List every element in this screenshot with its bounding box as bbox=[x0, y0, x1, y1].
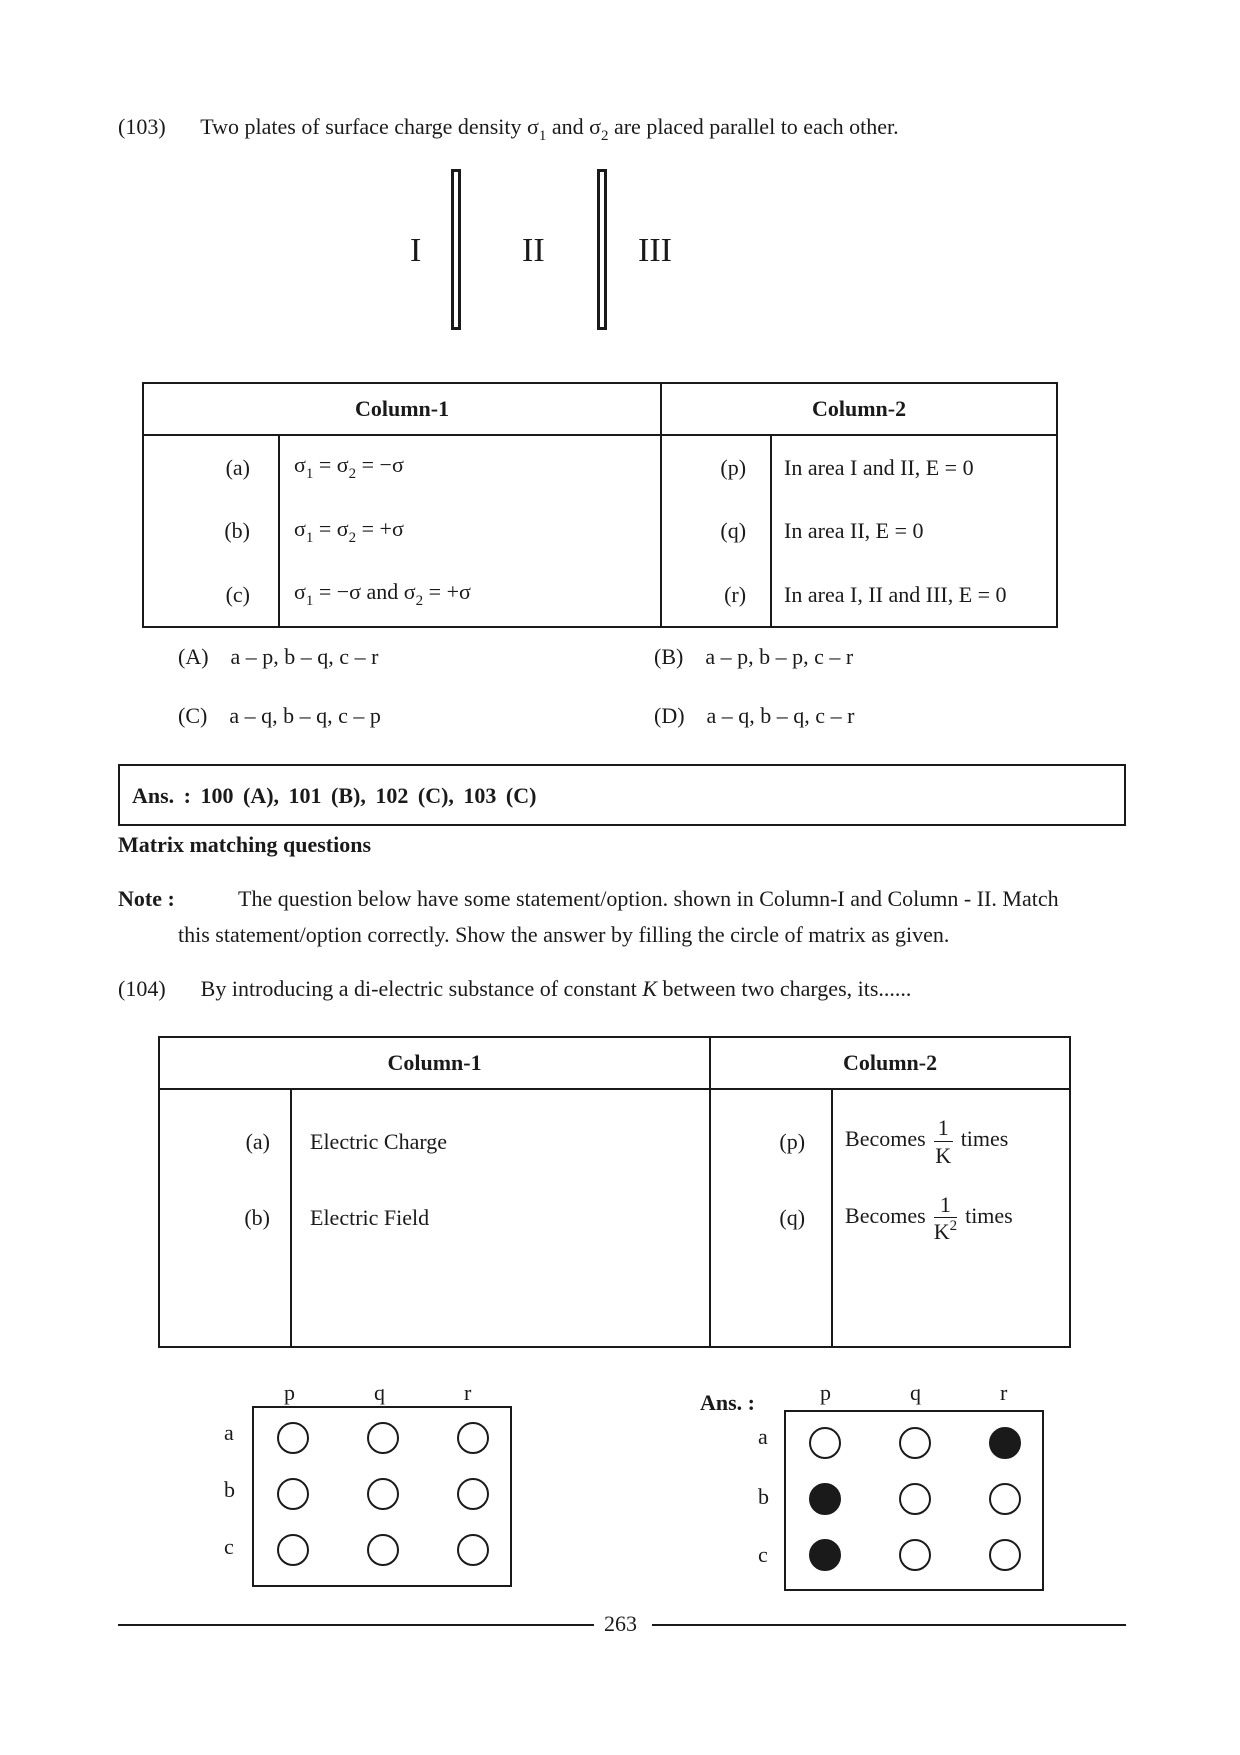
matrix-col-q: q bbox=[374, 1380, 385, 1405]
answer-circle-c-p[interactable] bbox=[809, 1539, 841, 1571]
matrix-row-b: b bbox=[224, 1477, 235, 1502]
blank-circle-c-r[interactable] bbox=[457, 1534, 489, 1566]
answer-box bbox=[118, 764, 1126, 826]
blank-circle-a-r[interactable] bbox=[457, 1422, 489, 1454]
blank-circle-b-q[interactable] bbox=[367, 1478, 399, 1510]
q103-number: (103) bbox=[118, 114, 166, 139]
footer-rule-right bbox=[652, 1624, 1126, 1626]
answer-circle-b-p[interactable] bbox=[809, 1483, 841, 1515]
q103-row-b-label: (b) bbox=[224, 518, 250, 543]
q104-match-table bbox=[158, 1036, 1071, 1348]
answer-matrix-row-a: a bbox=[758, 1424, 768, 1449]
q103-row-q-label: (q) bbox=[661, 499, 771, 563]
q103-row-p-label: (p) bbox=[661, 435, 771, 499]
plate-2 bbox=[597, 169, 607, 330]
q103-match-table bbox=[142, 382, 1058, 628]
q103-row-r-col2: In area I, II and III, E = 0 bbox=[771, 563, 1057, 627]
matrix-row-c: c bbox=[224, 1534, 234, 1559]
blank-circle-a-p[interactable] bbox=[277, 1422, 309, 1454]
q103-stem: (103) Two plates of surface charge density $\sigma_1$ and $\sigma_2$ are placed parallel to each other. bbox=[118, 114, 899, 144]
section-title: Matrix matching questions bbox=[118, 832, 371, 857]
q104-col2-header: Column-2 bbox=[710, 1037, 1070, 1089]
answer-circle-a-p[interactable] bbox=[809, 1427, 841, 1459]
matrix-row-a: a bbox=[224, 1420, 234, 1445]
q104-row-b-col1: Electric Field bbox=[291, 1193, 710, 1287]
q104-row-q-col2: Becomes $\frac{1}{K^2}$ times bbox=[832, 1193, 1070, 1287]
q103-option-a: (A) a – p, b – q, c – r bbox=[178, 644, 379, 669]
q104-row-a-col1: Electric Charge bbox=[291, 1089, 710, 1193]
blank-circle-c-p[interactable] bbox=[277, 1534, 309, 1566]
blank-circle-c-q[interactable] bbox=[367, 1534, 399, 1566]
answer-circle-a-r[interactable] bbox=[989, 1427, 1021, 1459]
blank-circle-b-p[interactable] bbox=[277, 1478, 309, 1510]
q103-row-p-col2: In area I and II, E = 0 bbox=[771, 435, 1057, 499]
q103-option-c: (C) a – q, b – q, c – p bbox=[178, 703, 381, 728]
answer-matrix-col-r: r bbox=[1000, 1380, 1008, 1405]
note-label: Note : bbox=[118, 886, 175, 911]
answer-text: Ans. : 100 (A), 101 (B), 102 (C), 103 (C) bbox=[132, 783, 537, 808]
q104-row-a-label: (a) bbox=[245, 1128, 270, 1154]
plate-1 bbox=[451, 169, 461, 330]
blank-circle-a-q[interactable] bbox=[367, 1422, 399, 1454]
q103-option-d: (D) a – q, b – q, c – r bbox=[654, 703, 855, 728]
q104-row-q-label: (q) bbox=[710, 1193, 832, 1287]
q104-number: (104) bbox=[118, 976, 166, 1001]
fraction-1-over-k: $\frac{1}{K}$ bbox=[935, 1115, 952, 1168]
q104-col1-header: Column-1 bbox=[159, 1037, 710, 1089]
blank-circle-b-r[interactable] bbox=[457, 1478, 489, 1510]
q103-row-a-col1: $\sigma_1 = \sigma_2 = -\sigma$ bbox=[279, 435, 661, 499]
q104-stem: (104) By introducing a di-electric substance of constant K between two charges, its...... bbox=[118, 976, 912, 1001]
matrix-col-p: p bbox=[284, 1380, 295, 1405]
answer-circle-b-q[interactable] bbox=[899, 1483, 931, 1515]
region-2-label: II bbox=[522, 232, 545, 269]
answer-matrix-row-b: b bbox=[758, 1484, 769, 1509]
q103-row-q-col2: In area II, E = 0 bbox=[771, 499, 1057, 563]
matrix-answer-label: Ans. : bbox=[700, 1390, 756, 1415]
answer-matrix-row-c: c bbox=[758, 1542, 768, 1567]
answer-matrix-col-p: p bbox=[820, 1380, 831, 1405]
q103-row-b-col1: $\sigma_1 = \sigma_2 = +\sigma$ bbox=[279, 499, 661, 563]
note-line-1: The question below have some statement/option. shown in Column-I and Column - II. Match bbox=[238, 886, 1059, 911]
answer-circle-c-q[interactable] bbox=[899, 1539, 931, 1571]
q103-col2-header: Column-2 bbox=[661, 383, 1057, 435]
note-line-2: this statement/option correctly. Show the answer by filling the circle of matrix as given. bbox=[178, 922, 950, 947]
footer-rule-left bbox=[118, 1624, 594, 1626]
region-1-label: I bbox=[410, 232, 422, 269]
answer-circle-b-r[interactable] bbox=[989, 1483, 1021, 1515]
q103-row-r-label: (r) bbox=[661, 563, 771, 627]
region-3-label: III bbox=[638, 232, 672, 269]
q104-row-p-label: (p) bbox=[710, 1089, 832, 1193]
q103-option-b: (B) a – p, b – p, c – r bbox=[654, 644, 854, 669]
q103-row-c-col1: $\sigma_1 = -\sigma$ and $\sigma_2 = +\sigma$ bbox=[279, 563, 661, 627]
answer-circle-a-q[interactable] bbox=[899, 1427, 931, 1459]
fraction-1-over-k-squared: $\frac{1}{K^2}$ bbox=[933, 1192, 958, 1245]
matrix-col-r: r bbox=[464, 1380, 472, 1405]
answer-circle-c-r[interactable] bbox=[989, 1539, 1021, 1571]
q103-row-a-label: (a) bbox=[225, 454, 250, 480]
answer-matrix-col-q: q bbox=[910, 1380, 921, 1405]
q104-row-p-col2: Becomes $\frac{1}{K}$ times bbox=[832, 1089, 1070, 1193]
q103-row-c-label: (c) bbox=[225, 581, 250, 607]
page-number: 263 bbox=[604, 1611, 637, 1636]
q104-row-b-label: (b) bbox=[244, 1205, 270, 1230]
q103-col1-header: Column-1 bbox=[143, 383, 661, 435]
